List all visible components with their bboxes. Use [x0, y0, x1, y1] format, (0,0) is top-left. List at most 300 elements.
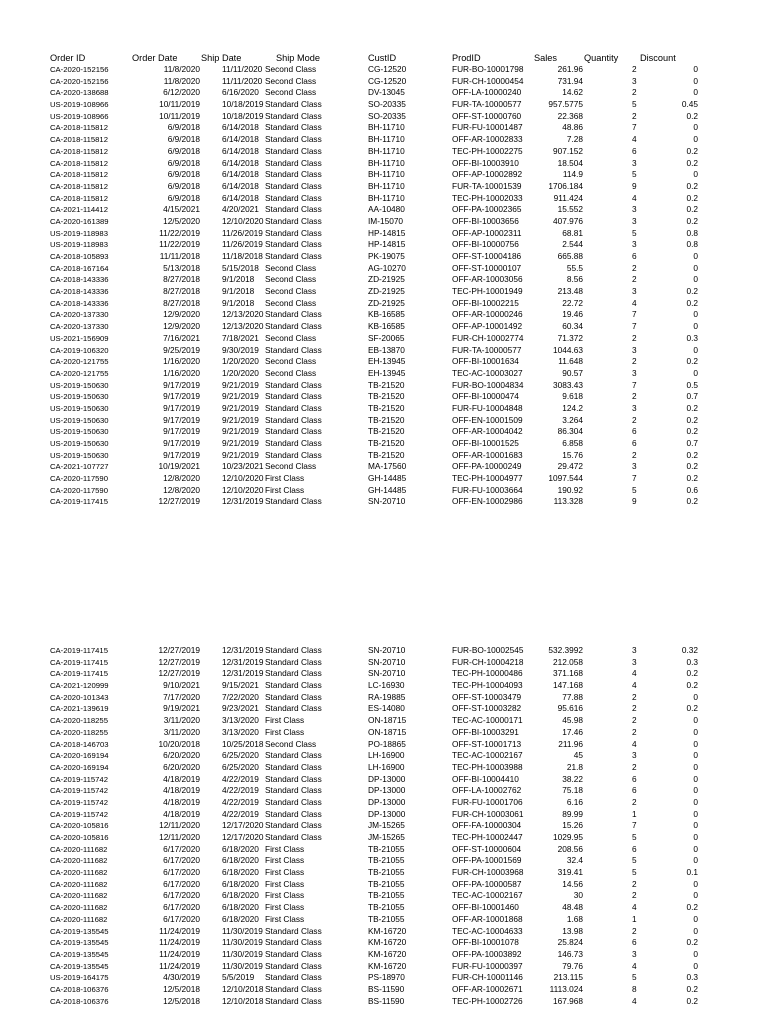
ship-date-cell: 10/23/2021 [222, 461, 264, 472]
cust-id-cell: AG-10270 [368, 262, 406, 273]
cust-id-cell: CG-12520 [368, 75, 407, 86]
order-date-cell: 8/27/2018 [163, 297, 200, 308]
quantity-cell: 2 [632, 796, 637, 807]
ship-date-cell: 11/18/2018 [222, 251, 263, 261]
table-row [0, 415, 768, 427]
ship-mode-cell: Standard Class [265, 379, 322, 390]
order-date-cell: 8/27/2018 [163, 274, 200, 285]
discount-cell: 0 [693, 262, 698, 273]
order-id-cell: US-2019-150630 [50, 450, 109, 460]
quantity-cell: 4 [632, 668, 637, 679]
table-row [0, 228, 768, 240]
table-row [0, 64, 768, 76]
ship-mode-cell: Second Class [265, 87, 317, 98]
order-date-cell: 12/5/2020 [163, 215, 200, 226]
discount-cell: 0 [693, 87, 698, 98]
ship-mode-cell: Standard Class [265, 995, 322, 1006]
order-id-cell: CA-2020-169194 [50, 751, 109, 761]
order-id-cell: US-2019-150630 [50, 415, 109, 425]
table-row [0, 309, 768, 321]
order-id-cell: CA-2019-135545 [50, 938, 109, 948]
ship-date-cell: 5/5/2019 [222, 972, 255, 983]
order-id-cell: CA-2018-115812 [50, 181, 108, 191]
order-date-cell: 11/22/2019 [159, 227, 200, 238]
prod-id-cell: FUR-CH-10003968 [452, 867, 524, 878]
cust-id-cell: KB-16585 [368, 321, 405, 332]
ship-mode-cell: Second Class [265, 738, 317, 749]
prod-id-cell: OFF-BI-10003656 [452, 215, 519, 226]
order-date-cell: 12/5/2018 [163, 995, 200, 1006]
ship-mode-cell: Standard Class [265, 960, 322, 971]
order-id-cell: CA-2020-152156 [50, 65, 109, 74]
ship-mode-cell: Standard Class [265, 402, 322, 413]
sales-cell: 15.26 [562, 820, 583, 831]
ship-date-cell: 9/21/2019 [222, 379, 259, 390]
table-row [0, 703, 768, 715]
sales-cell: 71.372 [557, 332, 583, 343]
order-id-cell: CA-2020-169194 [50, 762, 109, 772]
ship-date-cell: 12/10/2020 [222, 215, 264, 226]
quantity-cell: 2 [632, 449, 637, 460]
table-row [0, 274, 768, 286]
prod-id-cell: OFF-BI-10000474 [452, 391, 519, 402]
sales-cell: 68.81 [562, 227, 583, 238]
discount-cell: 0 [693, 761, 698, 772]
order-date-cell: 6/9/2018 [167, 134, 200, 145]
ship-mode-cell: Standard Class [265, 414, 322, 425]
order-id-cell: CA-2019-115742 [50, 797, 108, 807]
discount-cell: 0 [693, 796, 698, 807]
table-row [0, 286, 768, 298]
ship-mode-cell: Standard Class [265, 344, 322, 355]
sales-cell: 95.616 [557, 703, 583, 714]
ship-date-cell: 9/15/2021 [222, 680, 259, 691]
ship-date-cell: 12/10/2020 [222, 473, 264, 484]
ship-mode-cell: Second Class [265, 64, 317, 74]
cust-id-cell: DV-13045 [368, 87, 405, 98]
prod-id-cell: OFF-FA-10000304 [452, 820, 522, 831]
order-date-cell: 11/24/2019 [159, 925, 200, 936]
discount-cell: 0.2 [686, 180, 698, 191]
cust-id-cell: TB-21520 [368, 391, 405, 402]
table-row [0, 134, 768, 146]
order-id-cell: CA-2020-152156 [50, 76, 109, 86]
table-row [0, 496, 768, 508]
quantity-cell: 6 [632, 785, 637, 796]
ship-mode-cell: Standard Class [265, 449, 322, 460]
ship-date-cell: 11/30/2019 [222, 948, 263, 959]
order-id-cell: CA-2019-117415 [50, 657, 108, 667]
order-id-cell: CA-2020-111682 [50, 844, 108, 854]
table-row [0, 680, 768, 692]
quantity-cell: 7 [632, 820, 637, 831]
ship-mode-cell: Standard Class [265, 192, 322, 203]
order-date-cell: 6/17/2020 [163, 867, 200, 878]
ship-mode-cell: Second Class [265, 297, 317, 308]
ship-mode-cell: Standard Class [265, 972, 322, 983]
quantity-cell: 3 [632, 367, 637, 378]
quantity-cell: 5 [632, 855, 637, 866]
order-id-cell: CA-2020-111682 [50, 903, 108, 913]
ship-mode-cell: Standard Class [265, 761, 322, 772]
ship-date-cell: 6/14/2018 [222, 145, 259, 156]
cust-id-cell: GH-14485 [368, 484, 407, 495]
cust-id-cell: TB-21055 [368, 867, 405, 878]
order-date-cell: 12/9/2020 [163, 321, 200, 332]
ship-date-cell: 11/30/2019 [222, 960, 263, 971]
order-id-cell: CA-2018-106376 [50, 984, 109, 994]
cust-id-cell: KM-16720 [368, 925, 407, 936]
ship-mode-cell: Standard Class [265, 180, 322, 191]
cust-id-cell: PK-19075 [368, 251, 405, 261]
ship-mode-cell: Standard Class [265, 983, 322, 994]
ship-date-cell: 12/31/2019 [222, 668, 264, 679]
sales-cell: 18.504 [557, 157, 583, 168]
prod-id-cell: OFF-BI-10003291 [452, 726, 519, 737]
discount-cell: 0 [693, 878, 698, 889]
order-id-cell: CA-2021-139619 [50, 704, 109, 714]
prod-id-cell: OFF-AR-10001868 [452, 913, 523, 924]
order-id-cell: CA-2020-111682 [50, 914, 108, 924]
ship-mode-cell: Second Class [265, 356, 317, 367]
column-header: Ship Date [201, 53, 242, 63]
sales-cell: 532.3992 [548, 645, 583, 655]
cust-id-cell: HP-14815 [368, 239, 406, 250]
ship-date-cell: 3/13/2020 [222, 726, 259, 737]
ship-mode-cell: Standard Class [265, 820, 322, 831]
ship-mode-cell: Standard Class [265, 948, 322, 959]
sales-cell: 32.4 [566, 855, 583, 866]
quantity-cell: 5 [632, 972, 637, 983]
cust-id-cell: JM-15265 [368, 832, 405, 842]
sales-cell: 86.304 [557, 426, 583, 437]
order-date-cell: 6/9/2018 [167, 122, 200, 133]
order-id-cell: CA-2020-117590 [50, 485, 108, 495]
discount-cell: 0.3 [686, 656, 698, 667]
order-id-cell: CA-2019-117415 [50, 497, 108, 507]
table-row [0, 739, 768, 751]
ship-mode-cell: Second Class [265, 75, 317, 86]
discount-cell: 0 [693, 750, 698, 761]
table-row [0, 426, 768, 438]
discount-cell: 0.2 [686, 110, 698, 121]
discount-cell: 0 [693, 960, 698, 971]
header-row [0, 52, 768, 64]
order-date-cell: 8/27/2018 [163, 286, 200, 297]
prod-id-cell: TEC-PH-10002726 [452, 995, 523, 1006]
table-row [0, 797, 768, 809]
ship-date-cell: 6/16/2020 [222, 87, 259, 98]
ship-mode-cell: First Class [265, 473, 305, 484]
ship-mode-cell: Standard Class [265, 808, 322, 819]
prod-id-cell: OFF-AR-10002671 [452, 983, 523, 994]
quantity-cell: 3 [632, 157, 637, 168]
column-header: ProdID [452, 53, 481, 63]
quantity-cell: 3 [632, 239, 637, 250]
ship-date-cell: 9/21/2019 [222, 414, 259, 425]
discount-cell: 0 [693, 913, 698, 924]
prod-id-cell: FUR-BO-10001798 [452, 64, 524, 74]
order-id-cell: CA-2020-161389 [50, 216, 109, 226]
sales-cell: 45 [573, 750, 583, 761]
table-row [0, 485, 768, 497]
cust-id-cell: BH-11710 [368, 145, 405, 156]
sales-cell: 13.98 [562, 925, 583, 936]
prod-id-cell: OFF-BI-10001525 [452, 438, 519, 448]
quantity-cell: 3 [632, 461, 637, 472]
ship-date-cell: 9/23/2021 [222, 703, 259, 714]
order-date-cell: 9/17/2019 [163, 414, 200, 425]
quantity-cell: 3 [632, 286, 637, 297]
discount-cell: 0 [693, 773, 698, 784]
order-id-cell: US-2021-156909 [50, 333, 109, 343]
table-row [0, 855, 768, 867]
table-row [0, 239, 768, 251]
quantity-cell: 2 [632, 726, 637, 737]
sales-cell: 167.968 [553, 995, 583, 1006]
ship-mode-cell: Standard Class [265, 134, 322, 145]
sales-cell: 190.92 [557, 484, 583, 495]
ship-date-cell: 4/22/2019 [222, 785, 259, 796]
table-row [0, 657, 768, 669]
discount-cell: 0.8 [686, 239, 698, 250]
table-row [0, 169, 768, 181]
discount-cell: 0.45 [681, 99, 698, 110]
ship-mode-cell: Standard Class [265, 204, 322, 215]
quantity-cell: 4 [632, 902, 637, 913]
ship-date-cell: 12/10/2018 [222, 995, 264, 1006]
quantity-cell: 6 [632, 937, 637, 948]
discount-cell: 0 [693, 785, 698, 796]
quantity-cell: 5 [632, 227, 637, 238]
sales-cell: 1706.184 [548, 180, 583, 191]
order-id-cell: CA-2020-111682 [50, 891, 108, 901]
prod-id-cell: OFF-AR-10001683 [452, 449, 523, 460]
ship-date-cell: 6/25/2020 [222, 761, 259, 772]
quantity-cell: 2 [632, 691, 637, 702]
table-row [0, 692, 768, 704]
table-row [0, 368, 768, 380]
discount-cell: 0 [693, 367, 698, 378]
table-row [0, 216, 768, 228]
column-header: Order ID [50, 53, 86, 63]
table-row [0, 867, 768, 879]
cust-id-cell: SN-20710 [368, 645, 406, 655]
discount-cell: 0.2 [686, 496, 698, 507]
ship-mode-cell: Standard Class [265, 832, 322, 842]
sales-cell: 957.5775 [548, 99, 583, 110]
prod-id-cell: OFF-EN-10001509 [452, 414, 523, 425]
order-date-cell: 9/17/2019 [163, 391, 200, 402]
order-date-cell: 12/27/2019 [158, 668, 200, 679]
ship-mode-cell: First Class [265, 902, 305, 913]
prod-id-cell: OFF-AP-10001492 [452, 321, 523, 332]
ship-mode-cell: Standard Class [265, 796, 322, 807]
ship-date-cell: 12/13/2020 [222, 321, 264, 332]
cust-id-cell: SO-20335 [368, 99, 406, 110]
order-id-cell: CA-2020-111682 [50, 879, 108, 889]
discount-cell: 0.2 [686, 414, 698, 425]
table-row [0, 356, 768, 368]
table-row [0, 391, 768, 403]
ship-mode-cell: Second Class [265, 274, 317, 285]
table-row [0, 774, 768, 786]
quantity-cell: 8 [632, 983, 637, 994]
sales-cell: 15.76 [562, 449, 583, 460]
discount-cell: 0 [693, 715, 698, 726]
order-id-cell: CA-2019-135545 [50, 949, 109, 959]
ship-mode-cell: Second Class [265, 262, 317, 273]
table-row [0, 984, 768, 996]
sales-cell: 60.34 [562, 321, 583, 332]
sales-cell: 19.46 [562, 309, 583, 320]
ship-date-cell: 6/14/2018 [222, 169, 259, 180]
discount-cell: 0.7 [686, 438, 698, 448]
discount-cell: 0 [693, 855, 698, 866]
order-date-cell: 6/17/2020 [163, 890, 200, 901]
order-id-cell: CA-2020-121755 [50, 357, 109, 367]
table-row [0, 122, 768, 134]
discount-cell: 0.3 [686, 332, 698, 343]
quantity-cell: 4 [632, 995, 637, 1006]
quantity-cell: 5 [632, 99, 637, 110]
order-id-cell: CA-2018-115812 [50, 123, 108, 133]
prod-id-cell: OFF-BI-10002215 [452, 297, 519, 308]
cust-id-cell: TB-21055 [368, 878, 405, 889]
quantity-cell: 6 [632, 145, 637, 156]
order-date-cell: 3/11/2020 [163, 726, 200, 737]
quantity-cell: 6 [632, 251, 637, 261]
prod-id-cell: OFF-BI-10000756 [452, 239, 519, 250]
order-id-cell: CA-2019-117415 [50, 646, 108, 655]
prod-id-cell: TEC-AC-10003027 [452, 367, 523, 378]
cust-id-cell: CG-12520 [368, 64, 407, 74]
cust-id-cell: KB-16585 [368, 309, 405, 320]
ship-mode-cell: Standard Class [265, 169, 322, 180]
ship-mode-cell: First Class [265, 726, 305, 737]
ship-date-cell: 9/1/2018 [222, 274, 255, 285]
discount-cell: 0 [693, 134, 698, 145]
ship-mode-cell: First Class [265, 890, 305, 901]
table-row [0, 263, 768, 275]
ship-date-cell: 6/14/2018 [222, 157, 259, 168]
order-date-cell: 6/20/2020 [163, 761, 200, 772]
ship-mode-cell: Standard Class [265, 937, 322, 948]
sales-cell: 7.28 [566, 134, 583, 145]
discount-cell: 0 [693, 726, 698, 737]
quantity-cell: 3 [632, 656, 637, 667]
prod-id-cell: FUR-FU-10000397 [452, 960, 523, 971]
ship-date-cell: 6/18/2020 [222, 890, 259, 901]
sales-cell: 1113.024 [549, 983, 583, 994]
order-id-cell: CA-2018-115812 [50, 170, 108, 180]
order-date-cell: 9/19/2021 [163, 703, 200, 714]
sales-cell: 45.98 [562, 715, 583, 726]
table-row [0, 461, 768, 473]
table-row [0, 438, 768, 450]
order-date-cell: 6/9/2018 [167, 180, 200, 191]
prod-id-cell: OFF-PA-10003892 [452, 948, 522, 959]
order-date-cell: 6/17/2020 [163, 855, 200, 866]
table-row [0, 949, 768, 961]
discount-cell: 0.2 [686, 449, 698, 460]
order-id-cell: CA-2020-137330 [50, 322, 109, 332]
order-date-cell: 10/11/2019 [159, 110, 200, 121]
cust-id-cell: BH-11710 [368, 134, 405, 145]
order-id-cell: US-2019-150630 [50, 403, 109, 413]
discount-cell: 0 [693, 274, 698, 285]
prod-id-cell: FUR-FU-10001487 [452, 122, 523, 133]
discount-cell: 0.2 [686, 297, 698, 308]
cust-id-cell: TB-21520 [368, 379, 405, 390]
ship-mode-cell: Standard Class [265, 785, 322, 796]
cust-id-cell: LC-16930 [368, 680, 405, 691]
discount-cell: 0.3 [686, 972, 698, 983]
ship-mode-cell: Standard Class [265, 750, 322, 761]
ship-mode-cell: Standard Class [265, 925, 322, 936]
discount-cell: 0 [693, 832, 698, 842]
table-row [0, 937, 768, 949]
sales-cell: 3083.43 [553, 379, 583, 390]
discount-cell: 0.2 [686, 402, 698, 413]
quantity-cell: 7 [632, 309, 637, 320]
quantity-cell: 2 [632, 715, 637, 726]
ship-mode-cell: Second Class [265, 332, 317, 343]
discount-cell: 0 [693, 738, 698, 749]
prod-id-cell: TEC-AC-10000171 [452, 715, 523, 726]
table-row [0, 832, 768, 844]
prod-id-cell: FUR-FU-10004848 [452, 402, 523, 413]
ship-date-cell: 12/31/2019 [222, 645, 264, 655]
sales-cell: 14.62 [562, 87, 583, 98]
ship-mode-cell: Standard Class [265, 215, 322, 226]
order-date-cell: 11/24/2019 [159, 937, 200, 948]
order-id-cell: CA-2020-101343 [50, 692, 109, 702]
quantity-cell: 2 [632, 87, 637, 98]
prod-id-cell: OFF-AR-10004042 [452, 426, 523, 437]
sales-cell: 89.99 [562, 808, 583, 819]
cust-id-cell: KM-16720 [368, 960, 407, 971]
discount-cell: 0 [693, 344, 698, 355]
quantity-cell: 3 [632, 948, 637, 959]
prod-id-cell: OFF-ST-10003282 [452, 703, 522, 714]
order-id-cell: CA-2020-117590 [50, 474, 108, 484]
order-date-cell: 4/18/2019 [163, 808, 200, 819]
order-date-cell: 7/17/2020 [163, 691, 200, 702]
quantity-cell: 3 [632, 344, 637, 355]
ship-mode-cell: Standard Class [265, 227, 322, 238]
quantity-cell: 2 [632, 332, 637, 343]
sales-cell: 213.48 [557, 286, 583, 297]
ship-date-cell: 10/25/2018 [222, 738, 264, 749]
sales-cell: 8.56 [566, 274, 583, 285]
ship-date-cell: 1/20/2020 [222, 356, 259, 367]
ship-date-cell: 9/21/2019 [222, 438, 259, 448]
order-id-cell: CA-2018-146703 [50, 739, 109, 749]
order-date-cell: 1/16/2020 [163, 356, 200, 367]
order-date-cell: 11/11/2018 [159, 251, 200, 261]
table-row [0, 972, 768, 984]
order-id-cell: CA-2021-120999 [50, 681, 109, 691]
table-row [0, 193, 768, 205]
order-date-cell: 5/13/2018 [163, 262, 200, 273]
prod-id-cell: FUR-CH-10000454 [452, 75, 524, 86]
order-id-cell: CA-2020-118255 [50, 716, 108, 726]
sales-cell: 1097.544 [548, 473, 583, 484]
sales-cell: 212.058 [553, 656, 583, 667]
table-row [0, 450, 768, 462]
discount-cell: 0.2 [686, 426, 698, 437]
